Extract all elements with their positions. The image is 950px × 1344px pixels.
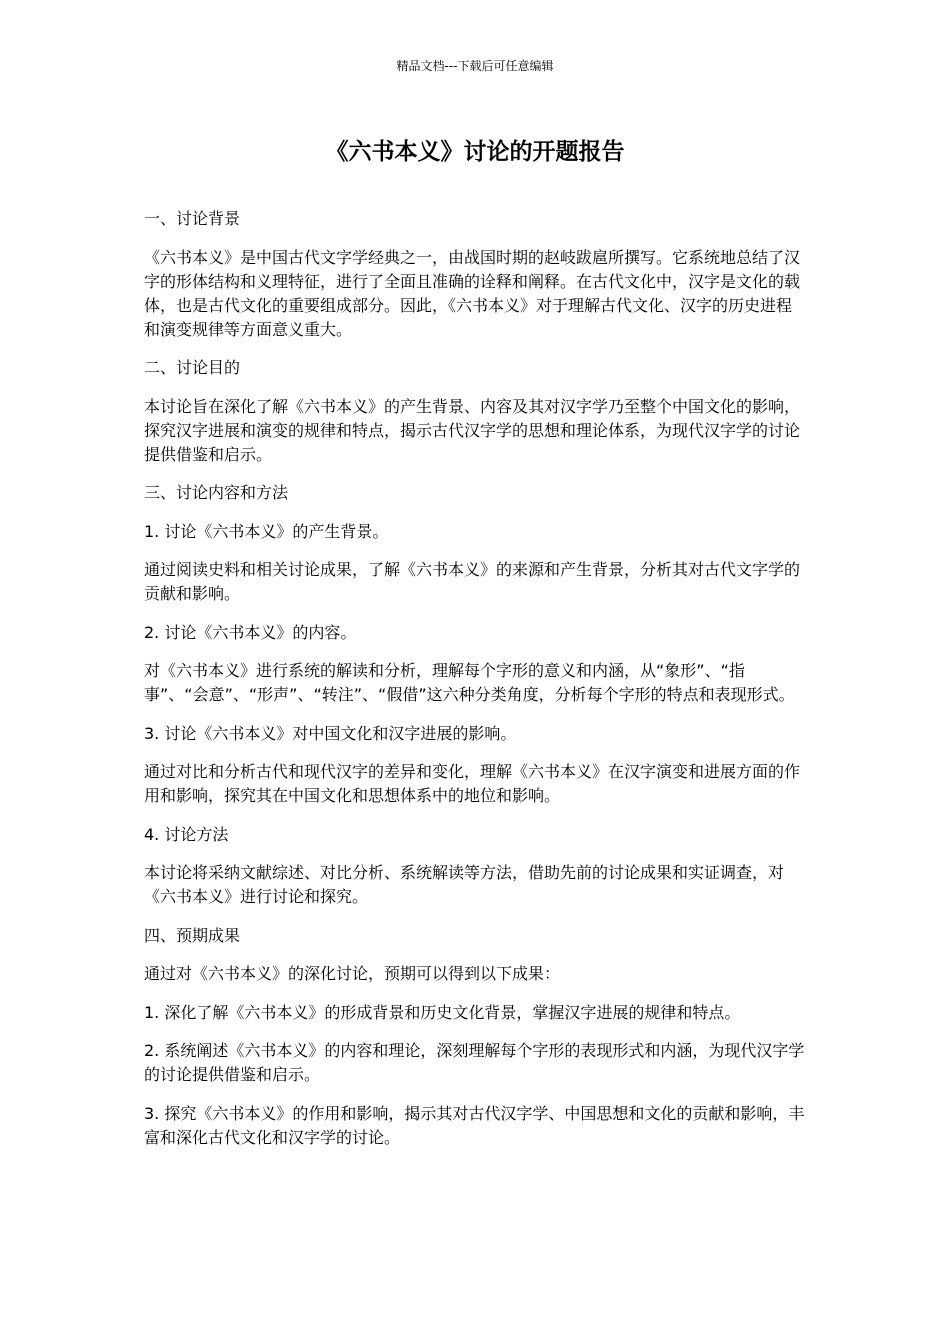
- body-paragraph: 本讨论将采纳文献综述、对比分析、系统解读等方法，借助先前的讨论成果和实证调查，对《六书本义》进行讨论和探究。: [144, 863, 785, 906]
- numbered-item: 2. 讨论《六书本义》的内容。: [144, 622, 357, 642]
- numbered-item: 2. 系统阐述《六书本义》的内容和理论，深刻理解每个字形的表现形式和内涵，为现代汉字学的讨论提供借鉴和启示。: [144, 1041, 805, 1084]
- body-paragraph: 本讨论旨在深化了解《六书本义》的产生背景、内容及其对汉字学乃至整个中国文化的影响，探究汉字进展和演变的规律和特点，揭示古代汉字学的思想和理论体系，为现代汉字学的讨论提供借鉴和启示。: [144, 396, 801, 464]
- numbered-item: 1. 讨论《六书本义》的产生背景。: [144, 521, 389, 541]
- section-heading: 二、讨论目的: [144, 358, 241, 377]
- section-heading: 一、讨论背景: [144, 209, 241, 228]
- document-body: [144, 207, 806, 1164]
- numbered-item: 4. 讨论方法: [144, 824, 229, 844]
- body-paragraph: 通过对《六书本义》的深化讨论，预期可以得到以下成果：: [144, 964, 561, 983]
- header-note: 精品文档---下载后可任意编辑: [396, 59, 554, 73]
- numbered-item: 1. 深化了解《六书本义》的形成背景和历史文化背景，掌握汉字进展的规律和特点。: [144, 1002, 741, 1022]
- section-heading: 三、讨论内容和方法: [144, 483, 289, 502]
- numbered-item: 3. 探究《六书本义》的作用和影响，揭示其对古代汉字学、中国思想和文化的贡献和影响，丰富和深化古代文化和汉字学的讨论。: [144, 1103, 805, 1147]
- document-title: 《六书本义》讨论的开题报告: [325, 139, 625, 165]
- body-paragraph: 通过对比和分析古代和现代汉字的差异和变化，理解《六书本义》在汉字演变和进展方面的作用和影响，探究其在中国文化和思想体系中的地位和影响。: [144, 762, 801, 805]
- body-paragraph: 对《六书本义》进行系统的解读和分析，理解每个字形的意义和内涵，从“象形”、“指事”、“会意”、“形声”、“转注”、“假借”这六种分类角度，分析每个字形的特点和表现形式。: [144, 661, 795, 704]
- section-heading: 四、预期成果: [144, 925, 241, 945]
- body-paragraph: 通过阅读史料和相关讨论成果，了解《六书本义》的来源和产生背景，分析其对古代文字学的贡献和影响。: [144, 560, 801, 603]
- numbered-item: 3. 讨论《六书本义》对中国文化和汉字进展的影响。: [144, 723, 517, 743]
- body-paragraph: 《六书本义》是中国古代文字学经典之一，由战国时期的赵岐跋扈所撰写。它系统地总结了汉字的形体结构和义理特征，进行了全面且准确的诠释和阐释。在古代文化中，汉字是文化的载体，也是古代文化的重要组成部分。因此，《六书本义》对于理解古代文化、汉字的历史进程和演变规律等方面意义重大。: [144, 247, 801, 339]
